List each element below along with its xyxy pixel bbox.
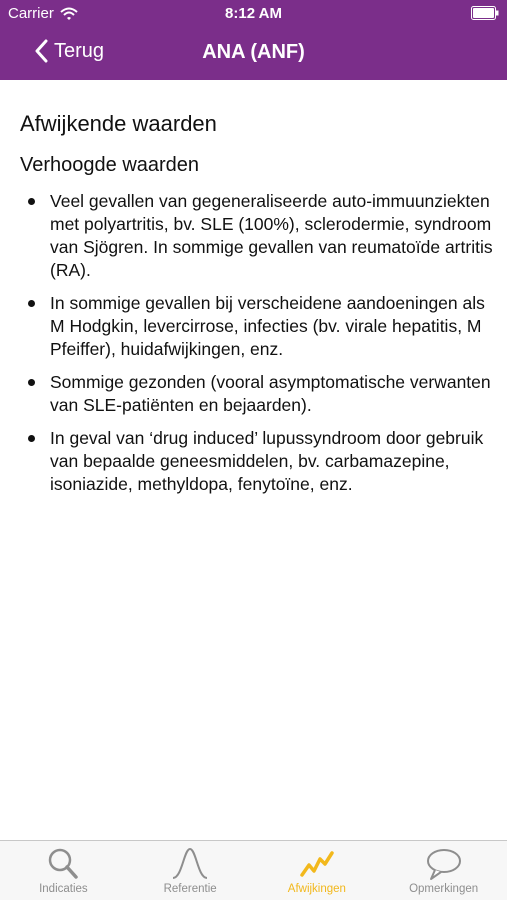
list-item	[20, 427, 495, 496]
list-item-text: In geval van ‘drug induced’ lupussyndroom door gebruik van bepaalde geneesmiddelen, bv. carbamazepine, isoniazide, methyldopa, fenytoïne, enz.	[50, 428, 484, 494]
list-item-text: In sommige gevallen bij verscheidene aandoeningen als M Hodgkin, levercirrose, infecties (bv. virale hepatitis, M Pfeiffer), huidafwijkingen, enz.	[50, 293, 485, 359]
back-button-label: Terug	[54, 39, 105, 62]
tab-bar	[0, 840, 507, 900]
tab-label: Afwijkingen	[287, 883, 346, 895]
bullet-dot	[28, 435, 35, 442]
bullet-dot	[28, 198, 35, 205]
tab-label: Opmerkingen	[409, 883, 479, 895]
navigation-bar	[0, 28, 507, 80]
tab-referentie[interactable]	[127, 841, 254, 900]
top-bar	[0, 0, 507, 80]
tab-afwijkingen[interactable]	[254, 841, 381, 900]
battery-icon	[471, 6, 499, 20]
list-item-text: Veel gevallen van gegeneraliseerde auto-immuunziekten met polyartritis, bv. SLE (100%), sclerodermie, syndroom van Sjögren. In sommige gevallen van reumatoïde artritis (RA).	[50, 191, 493, 280]
sub-title: Verhoogde waarden	[20, 154, 200, 176]
tab-indicaties[interactable]	[0, 841, 127, 900]
magnifier-icon	[45, 847, 81, 881]
section-title: Afwijkende waarden	[20, 111, 217, 136]
status-bar	[0, 0, 507, 28]
tab-label: Indicaties	[39, 883, 88, 895]
status-time: 8:12 AM	[225, 5, 282, 22]
bullet-dot	[28, 379, 35, 386]
bullet-list	[20, 190, 495, 506]
bullet-dot	[28, 300, 35, 307]
list-item	[20, 371, 495, 417]
list-item	[20, 292, 495, 361]
page-title: ANA (ANF)	[202, 41, 305, 63]
tab-opmerkingen[interactable]	[380, 841, 507, 900]
speech-bubble-icon	[426, 847, 462, 881]
list-item	[20, 190, 495, 282]
content-area[interactable]	[0, 80, 507, 840]
list-item-text: Sommige gezonden (vooral asymptomatische verwanten van SLE-patiënten en bejaarden).	[50, 372, 491, 415]
carrier-label: Carrier	[8, 5, 54, 22]
bell-curve-icon	[172, 847, 208, 881]
tab-label: Referentie	[163, 883, 217, 895]
zigzag-line-icon	[299, 847, 335, 881]
